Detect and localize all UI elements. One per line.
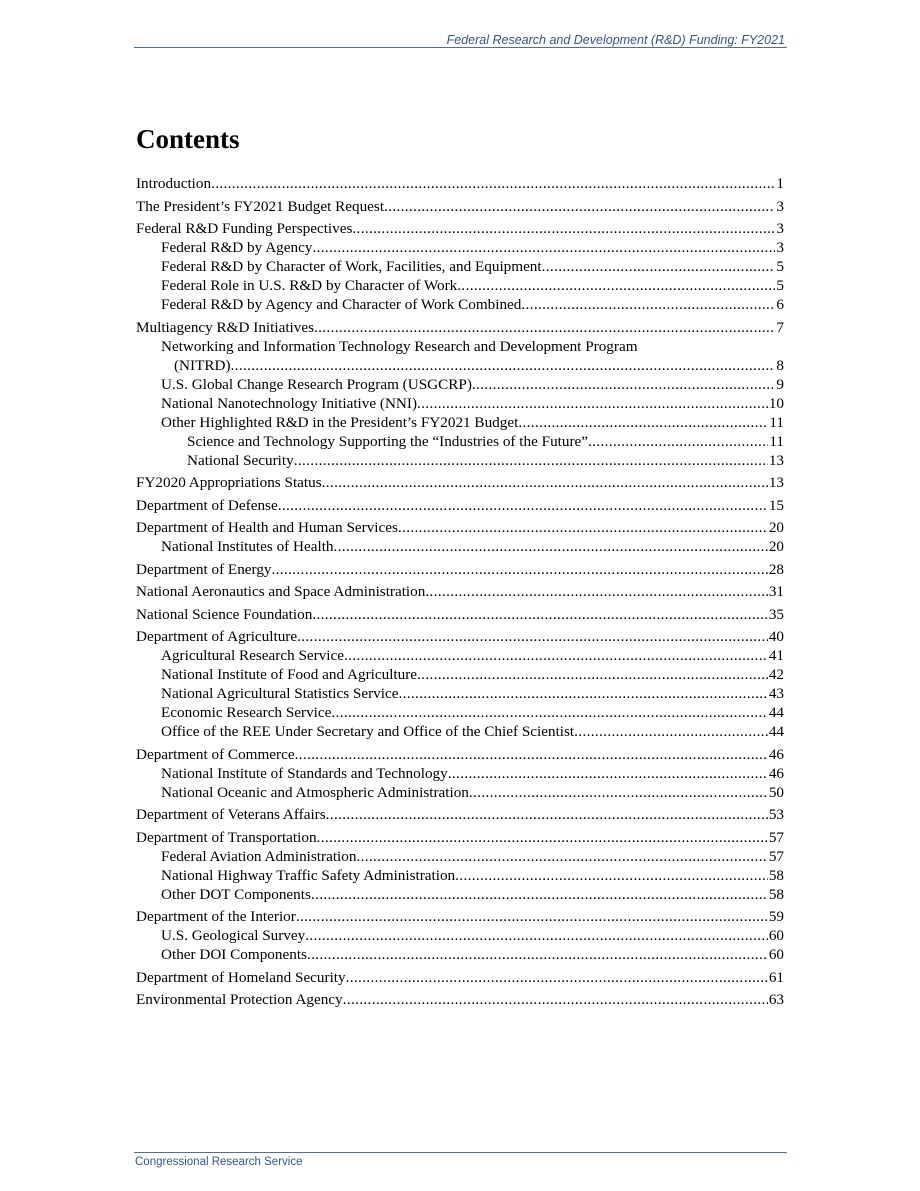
toc-entry[interactable] bbox=[136, 518, 784, 537]
dot-leader bbox=[297, 627, 768, 646]
dot-leader bbox=[334, 537, 768, 556]
toc-page-number: 60 bbox=[768, 946, 784, 963]
dot-leader bbox=[305, 926, 768, 945]
toc-entry-title: Networking and Information Technology Research and Development Program bbox=[161, 337, 638, 355]
toc-page-number: 58 bbox=[768, 885, 784, 903]
running-footer bbox=[134, 1152, 787, 1168]
dot-leader bbox=[278, 496, 768, 515]
toc-entry-title: National Oceanic and Atmospheric Administration bbox=[161, 783, 469, 801]
toc-entry[interactable] bbox=[161, 945, 784, 964]
toc-entry-title: Agricultural Research Service bbox=[161, 647, 345, 664]
dot-leader bbox=[317, 828, 768, 847]
toc-page-number: 44 bbox=[768, 723, 784, 740]
dot-leader bbox=[211, 174, 775, 193]
toc-entry[interactable] bbox=[161, 783, 784, 802]
dot-leader bbox=[322, 473, 768, 492]
toc-entry-title: U.S. Geological Survey bbox=[161, 927, 306, 944]
toc-entry[interactable] bbox=[136, 828, 784, 847]
dot-leader bbox=[588, 432, 768, 451]
toc-entry[interactable] bbox=[136, 990, 784, 1009]
header-title: Federal Research and Development (R&D) Funding: FY2021 bbox=[446, 33, 785, 47]
toc-page-number: 43 bbox=[768, 685, 784, 702]
dot-leader bbox=[344, 646, 768, 665]
dot-leader bbox=[574, 722, 768, 741]
running-header bbox=[134, 32, 787, 48]
toc-entry[interactable] bbox=[161, 276, 784, 295]
toc-entry[interactable] bbox=[136, 582, 784, 601]
dot-leader bbox=[346, 968, 768, 987]
toc-page-number: 15 bbox=[768, 496, 784, 514]
toc-entry[interactable] bbox=[136, 219, 784, 238]
toc-entry-title: National Aeronautics and Space Administration bbox=[136, 583, 426, 600]
toc-page-number: 50 bbox=[768, 783, 784, 801]
toc-entry-title: Office of the REE Under Secretary and Office of the Chief Scientist bbox=[161, 723, 575, 740]
toc-entry-title: Federal Aviation Administration bbox=[161, 847, 357, 865]
dot-leader bbox=[356, 847, 767, 866]
toc-page-number: 3 bbox=[776, 220, 784, 237]
toc-page-number: 8 bbox=[776, 356, 784, 374]
toc-entry[interactable] bbox=[136, 627, 784, 646]
dot-leader bbox=[311, 885, 768, 904]
toc-entry[interactable] bbox=[161, 703, 784, 722]
toc-entry-title: Department of Agriculture bbox=[136, 628, 298, 645]
toc-page-number: 11 bbox=[769, 413, 784, 431]
toc-entry[interactable] bbox=[161, 375, 784, 394]
dot-leader bbox=[231, 356, 776, 375]
toc-entry-title: Other DOT Components bbox=[161, 885, 311, 903]
toc-page-number: 57 bbox=[768, 828, 784, 846]
toc-entry-title: U.S. Global Change Research Program (USGCRP) bbox=[161, 375, 472, 393]
toc-entry[interactable] bbox=[161, 413, 784, 432]
toc-entry-title: (NITRD) bbox=[174, 356, 231, 374]
toc-page-number: 35 bbox=[768, 605, 784, 623]
toc-entry[interactable] bbox=[161, 295, 784, 314]
toc-entry-title: Federal Role in U.S. R&D by Character of Work bbox=[161, 277, 458, 294]
toc-entry[interactable] bbox=[161, 238, 784, 257]
toc-entry[interactable] bbox=[136, 560, 784, 579]
toc-entry-title: Department of the Interior bbox=[136, 908, 296, 925]
toc-entry-title: National Nanotechnology Initiative (NNI) bbox=[161, 394, 417, 412]
toc-entry[interactable] bbox=[161, 257, 784, 276]
toc-page-number: 44 bbox=[768, 704, 784, 721]
toc-page-number: 10 bbox=[768, 394, 784, 412]
toc-entry-title: Federal R&D by Character of Work, Facilities, and Equipment bbox=[161, 258, 542, 275]
toc-page-number: 5 bbox=[776, 277, 784, 294]
dot-leader bbox=[272, 560, 768, 579]
toc-entry[interactable] bbox=[161, 684, 784, 703]
dot-leader bbox=[448, 764, 768, 783]
dot-leader bbox=[518, 413, 768, 432]
toc-entry-title: Environmental Protection Agency bbox=[136, 991, 343, 1008]
toc-page-number: 13 bbox=[768, 451, 784, 469]
toc-entry-title: National Institute of Standards and Technology bbox=[161, 764, 448, 782]
dot-leader bbox=[398, 684, 767, 703]
toc-entry-title: Department of Defense bbox=[136, 496, 278, 514]
toc-page-number: 1 bbox=[776, 175, 784, 192]
toc-page-number: 61 bbox=[768, 968, 784, 986]
toc-entry-title: FY2020 Appropriations Status bbox=[136, 474, 322, 491]
toc-entry[interactable] bbox=[161, 926, 784, 945]
dot-leader bbox=[425, 582, 767, 601]
dot-leader bbox=[294, 451, 768, 470]
toc-entry[interactable] bbox=[136, 197, 784, 216]
dot-leader bbox=[312, 238, 775, 257]
toc-entry[interactable] bbox=[136, 318, 784, 337]
dot-leader bbox=[352, 219, 775, 238]
toc-entry-title: Science and Technology Supporting the “Industries of the Future” bbox=[187, 432, 589, 450]
toc-entry-title: National Security bbox=[187, 451, 294, 469]
dot-leader bbox=[331, 703, 767, 722]
dot-leader bbox=[307, 945, 768, 964]
toc-entry-title: Department of Energy bbox=[136, 560, 272, 578]
toc-page-number: 11 bbox=[769, 432, 784, 450]
toc-entry-title: National Institute of Food and Agriculture bbox=[161, 666, 418, 683]
toc-page-number: 63 bbox=[768, 991, 784, 1008]
toc-page-number: 20 bbox=[768, 538, 784, 555]
toc-entry-title: Federal R&D by Agency and Character of Work Combined bbox=[161, 296, 522, 313]
toc-entry-title: Department of Health and Human Services bbox=[136, 519, 398, 536]
toc-entry[interactable] bbox=[136, 805, 784, 824]
toc-page-number: 59 bbox=[768, 908, 784, 925]
table-of-contents bbox=[136, 174, 784, 1009]
toc-entry-title: Department of Transportation bbox=[136, 828, 317, 846]
dot-leader bbox=[542, 257, 776, 276]
dot-leader bbox=[398, 518, 768, 537]
toc-page-number: 5 bbox=[776, 258, 784, 275]
toc-page-number: 46 bbox=[768, 764, 784, 782]
toc-page-number: 57 bbox=[768, 847, 784, 865]
toc-page-number: 13 bbox=[768, 474, 784, 491]
toc-entry[interactable] bbox=[161, 537, 784, 556]
toc-page-number: 41 bbox=[768, 647, 784, 664]
toc-entry[interactable] bbox=[136, 496, 784, 515]
toc-entry-title: Other DOI Components bbox=[161, 946, 307, 963]
dot-leader bbox=[295, 745, 768, 764]
dot-leader bbox=[296, 907, 768, 926]
toc-entry[interactable] bbox=[161, 764, 784, 783]
toc-entry[interactable] bbox=[187, 451, 784, 470]
toc-page-number: 46 bbox=[768, 745, 784, 763]
toc-entry-title: Multiagency R&D Initiatives bbox=[136, 318, 315, 336]
toc-entry-title: Introduction bbox=[136, 175, 212, 192]
toc-entry-title: National Science Foundation bbox=[136, 605, 313, 623]
toc-entry-title: National Agricultural Statistics Service bbox=[161, 685, 399, 702]
dot-leader bbox=[384, 197, 775, 216]
toc-page-number: 9 bbox=[776, 375, 784, 393]
toc-entry[interactable] bbox=[161, 722, 784, 741]
toc-entry-title: Department of Homeland Security bbox=[136, 968, 346, 986]
toc-entry-title: National Institutes of Health bbox=[161, 538, 334, 555]
toc-entry-title: Federal R&D Funding Perspectives bbox=[136, 220, 353, 237]
dot-leader bbox=[314, 318, 775, 337]
toc-entry[interactable] bbox=[136, 968, 784, 987]
dot-leader bbox=[326, 805, 768, 824]
toc-entry[interactable] bbox=[136, 745, 784, 764]
dot-leader bbox=[521, 295, 775, 314]
dot-leader bbox=[457, 276, 775, 295]
toc-entry[interactable] bbox=[161, 885, 784, 904]
toc-page-number: 28 bbox=[768, 560, 784, 578]
toc-page-number: 6 bbox=[776, 296, 784, 313]
dot-leader bbox=[417, 665, 768, 684]
toc-entry-title: Federal R&D by Agency bbox=[161, 239, 313, 256]
toc-entry[interactable] bbox=[161, 646, 784, 665]
toc-page-number: 42 bbox=[768, 666, 784, 683]
dot-leader bbox=[469, 783, 768, 802]
toc-entry[interactable] bbox=[161, 866, 784, 885]
footer-text: Congressional Research Service bbox=[135, 1156, 303, 1168]
toc-entry-title: Department of Veterans Affairs bbox=[136, 806, 326, 823]
toc-page-number: 53 bbox=[768, 806, 784, 823]
toc-page-number: 3 bbox=[776, 197, 784, 215]
dot-leader bbox=[417, 394, 768, 413]
toc-entry-title: Department of Commerce bbox=[136, 745, 295, 763]
toc-entry[interactable] bbox=[136, 907, 784, 926]
toc-entry[interactable] bbox=[136, 473, 784, 492]
dot-leader bbox=[343, 990, 768, 1009]
toc-page-number: 7 bbox=[776, 318, 784, 336]
toc-page-number: 58 bbox=[768, 866, 784, 884]
toc-page-number: 20 bbox=[768, 519, 784, 536]
toc-entry-title: Economic Research Service bbox=[161, 704, 332, 721]
dot-leader bbox=[455, 866, 768, 885]
toc-entry[interactable] bbox=[161, 337, 784, 375]
toc-entry[interactable] bbox=[161, 847, 784, 866]
dot-leader bbox=[472, 375, 776, 394]
contents-heading: Contents bbox=[136, 124, 240, 154]
dot-leader bbox=[312, 605, 768, 624]
toc-page-number: 40 bbox=[768, 628, 784, 645]
toc-entry[interactable] bbox=[161, 665, 784, 684]
toc-page-number: 60 bbox=[768, 927, 784, 944]
toc-entry[interactable] bbox=[161, 394, 784, 413]
toc-entry-title: Other Highlighted R&D in the President’s FY2021 Budget bbox=[161, 413, 519, 431]
toc-entry-title: National Highway Traffic Safety Administration bbox=[161, 866, 456, 884]
toc-page-number: 31 bbox=[768, 583, 784, 600]
toc-entry[interactable] bbox=[136, 174, 784, 193]
toc-entry[interactable] bbox=[187, 432, 784, 451]
toc-entry-title: The President’s FY2021 Budget Request bbox=[136, 197, 385, 215]
toc-entry[interactable] bbox=[136, 605, 784, 624]
toc-page-number: 3 bbox=[776, 239, 784, 256]
